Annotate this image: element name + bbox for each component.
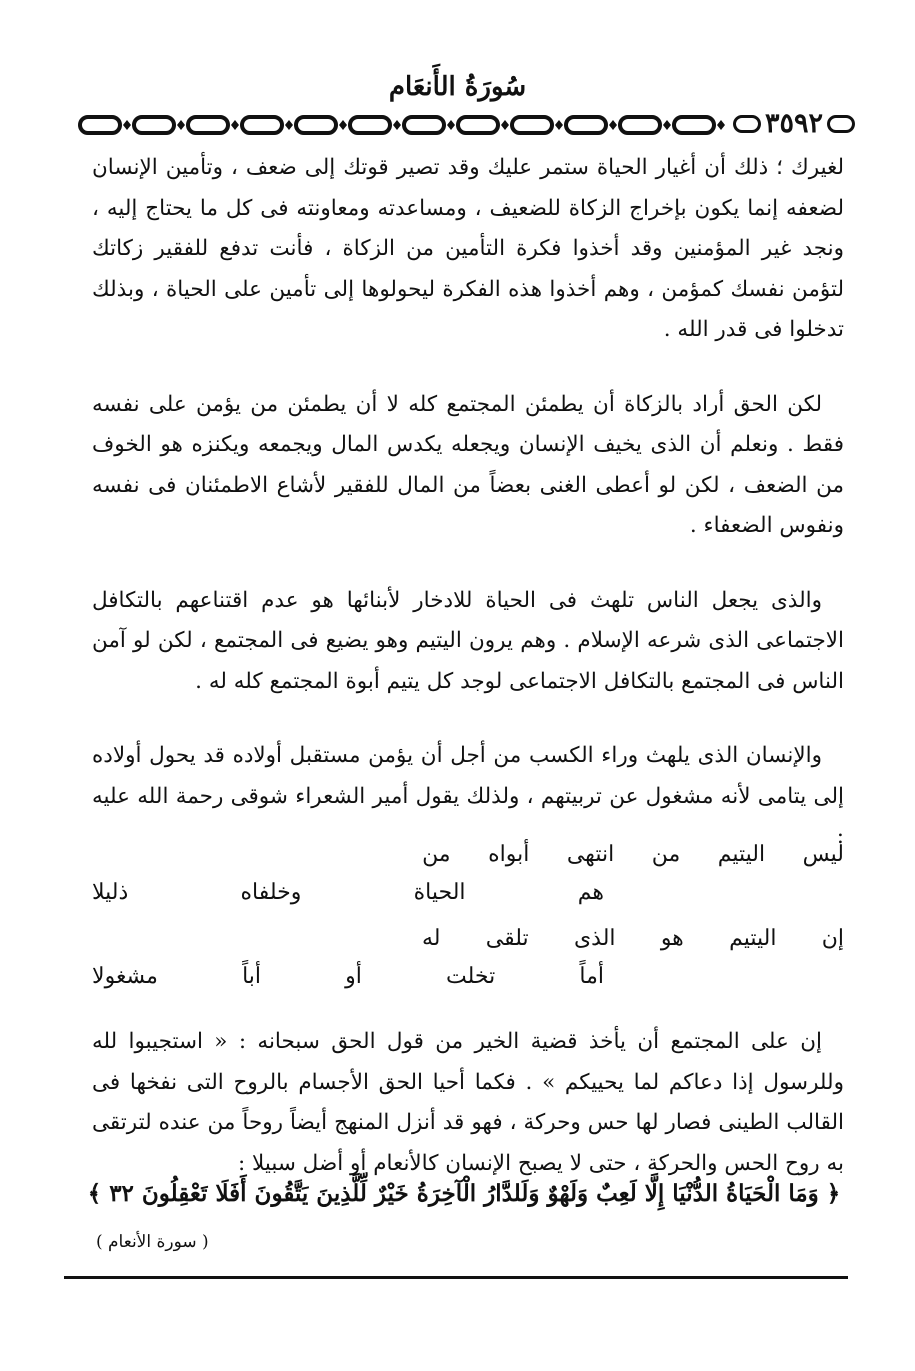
poem-word: هو bbox=[660, 926, 684, 951]
poem-word: اليتيم bbox=[717, 842, 766, 867]
poem-word: ليس bbox=[802, 842, 844, 867]
poem-word: ذليلا bbox=[92, 880, 129, 905]
main-text-block bbox=[92, 148, 844, 858]
poem-word: أو bbox=[345, 964, 362, 989]
poem-word: وخلفاه bbox=[240, 880, 302, 905]
page-number-text: ٣٥٩٢ bbox=[764, 108, 823, 139]
poem-verse-2-second-hemistich bbox=[92, 958, 844, 996]
poem-verse-1-first-hemistich bbox=[92, 836, 844, 874]
poem-word: الحياة bbox=[413, 880, 466, 905]
quran-verse: ﴿ وَمَا الْحَيَاةُ الدُّنْيَا إِلَّا لَعِبٌ وَلَهْوٌ وَلَلدَّارُ الْآخِرَةُ خَيْرٌ لِّلَّذِينَ يَتَّقُونَ أَفَلَا تَعْقِلُونَ ٣٢ ﴾ bbox=[87, 1180, 841, 1207]
paragraph-4: والإنسان الذى يلهث وراء الكسب من أجل أن يؤمن مستقبل أولاده قد يحول أولاده إلى يتامى لأنه مشغول عن تربيتهم ، ولذلك يقول أمير الشعراء شوقى رحمة الله عليه : bbox=[92, 743, 844, 849]
page-number-right-cap bbox=[733, 115, 761, 133]
closing-paragraph: إن على المجتمع أن يأخذ قضية الخير من قول الحق سبحانه : « استجيبوا لله وللرسول إذا دعاكم لما يحييكم » . فكما أحيا الحق الأجسام بالروح التى نفخها فى القالب الطينى فصار لها حس وحركة ، فهو قد أنزل المنهج أيضاً روحاً من عنده لترتقى به روح الحس والحركة ، حتى لا يصبح الإنسان كالأنعام أو أضل سبيلا : bbox=[92, 1029, 844, 1176]
poem-word: تلقى bbox=[485, 926, 529, 951]
poem-word: أبواه bbox=[488, 842, 530, 867]
footer-rule bbox=[64, 1276, 848, 1279]
surah-reference: ( سورة الأنعام ) bbox=[96, 1232, 209, 1252]
poem-word: له bbox=[422, 926, 441, 951]
poem-word: أماً bbox=[579, 964, 604, 989]
decorative-chain-border bbox=[78, 112, 728, 138]
poem-word: أباً bbox=[242, 964, 262, 989]
poem-verse-2-first-hemistich bbox=[92, 920, 844, 958]
poem-verse-1-second-hemistich bbox=[92, 874, 844, 912]
poem-block bbox=[92, 836, 844, 996]
page-number bbox=[733, 108, 855, 139]
poem-word: مشغولا bbox=[92, 964, 158, 989]
poem-word: الذى bbox=[573, 926, 616, 951]
closing-text-block bbox=[92, 1022, 844, 1184]
poem-word: انتهى bbox=[566, 842, 615, 867]
surah-header-title: سُورَةُ الأَنعَام bbox=[388, 72, 527, 102]
poem-word: اليتيم bbox=[729, 926, 777, 951]
poem-word: تخلت bbox=[446, 964, 496, 989]
poem-word: من bbox=[651, 842, 681, 867]
paragraph-1: لغيرك ؛ ذلك أن أغيار الحياة ستمر عليك وقد تصير قوتك إلى ضعف ، وتأمين الإنسان لضعفه إنما يكون بإخراج الزكاة للضعيف ، ومساعدته ومعاونته فى كل ما يحتاج إليه ، ونجد غير المؤمنين وقد أخذوا فكرة التأمين من الزكاة ، فأنت تدفع للفقير زكاتك لتؤمن نفسك كمؤمن ، وهم أخذوا هذه الفكرة ليحولوها إلى تأمين على الحياة ، وبذلك تدخلوا فى قدر الله . bbox=[92, 155, 844, 342]
page-number-left-cap bbox=[827, 115, 855, 133]
poem-word: هم bbox=[577, 880, 604, 905]
paragraph-3: والذى يجعل الناس تلهث فى الحياة للادخار لأبنائها هو عدم اقتناعهم بالتكافل الاجتماعى الذى شرعه الإسلام . وهم يرون اليتيم وهو يضيع فى المجتمع ، لكن لو آمن الناس فى المجتمع بالتكافل الاجتماعى لوجد كل يتيم أبوة المجتمع كله له . bbox=[92, 587, 844, 694]
poem-word: من bbox=[422, 842, 451, 867]
paragraph-2: لكن الحق أراد بالزكاة أن يطمئن المجتمع كله لا أن يطمئن من يؤمن على نفسه فقط . ونعلم أن الذى يخيف الإنسان ويجعله يكدس المال ويجمعه ويكنزه هو الخوف من الضعف ، لكن لو أعطى الغنى بعضاً من المال للفقير لأشاع الاطمئنان فى نفسه ونفوس الضعفاء . bbox=[92, 391, 844, 538]
poem-word: إن bbox=[821, 926, 844, 951]
